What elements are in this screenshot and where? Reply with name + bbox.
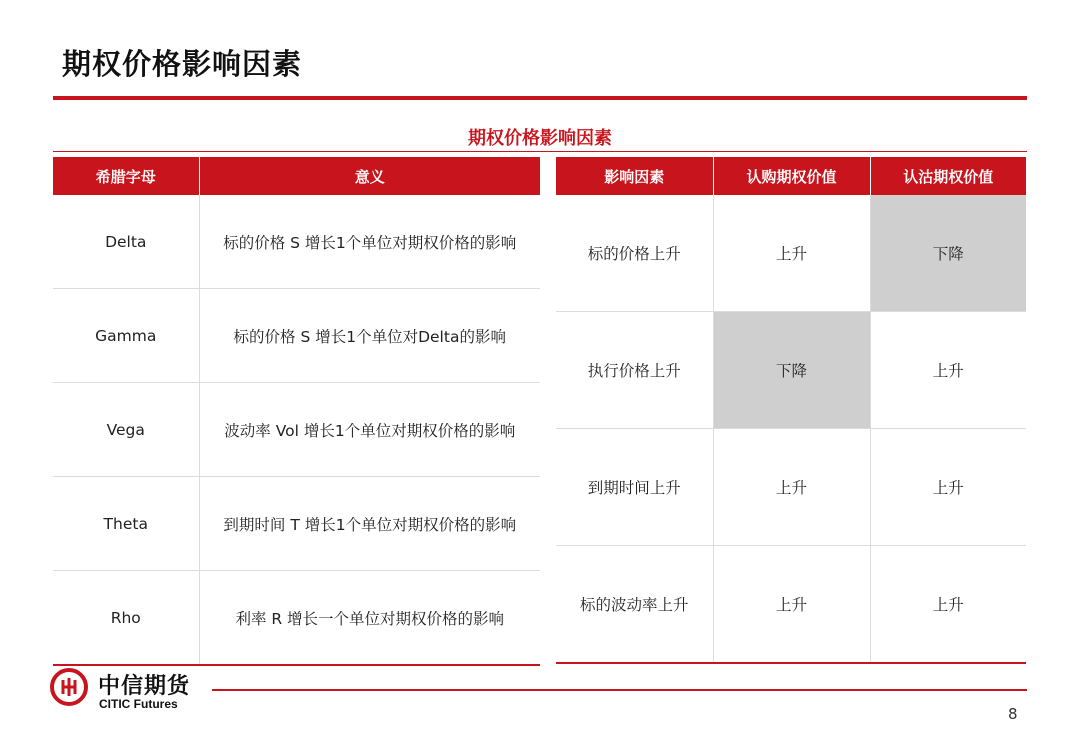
greek-meaning-cell: 到期时间 T 增长1个单位对期权价格的影响 [199, 477, 540, 571]
put-value-cell-highlighted: 下降 [870, 195, 1026, 312]
put-value-cell: 上升 [870, 429, 1026, 546]
greek-name-cell: Gamma [53, 289, 199, 383]
greek-name-cell: Vega [53, 383, 199, 477]
put-value-cell: 上升 [870, 546, 1026, 664]
factor-header-factor: 影响因素 [556, 157, 713, 195]
table-caption: 期权价格影响因素 [468, 128, 612, 149]
title-divider [53, 96, 1027, 100]
factor-cell: 标的价格上升 [556, 195, 713, 312]
greek-meaning-cell: 标的价格 S 增长1个单位对Delta的影响 [199, 289, 540, 383]
factor-cell: 标的波动率上升 [556, 546, 713, 664]
page-number: 8 [1008, 705, 1018, 723]
table-row [53, 571, 540, 666]
greek-name-cell: Theta [53, 477, 199, 571]
greek-name-cell: Rho [53, 571, 199, 666]
greek-table-header-row [53, 157, 540, 195]
table-row [53, 195, 540, 289]
table-row [53, 383, 540, 477]
factor-header-put: 认沽期权价值 [870, 157, 1026, 195]
citic-logo-icon [50, 668, 88, 706]
logo-name-cn: 中信期货 [98, 673, 191, 699]
factor-table-header-row [556, 157, 1026, 195]
call-value-cell: 上升 [713, 429, 870, 546]
table-row [556, 195, 1026, 312]
factor-cell: 执行价格上升 [556, 312, 713, 429]
table-row [556, 429, 1026, 546]
greek-header-meaning: 意义 [199, 157, 540, 195]
table-row [53, 477, 540, 571]
call-value-cell: 上升 [713, 195, 870, 312]
table-row [53, 289, 540, 383]
call-value-cell-highlighted: 下降 [713, 312, 870, 429]
greek-letters-table [53, 157, 540, 666]
table-row [556, 312, 1026, 429]
table-row [556, 546, 1026, 664]
factor-cell: 到期时间上升 [556, 429, 713, 546]
put-value-cell: 上升 [870, 312, 1026, 429]
factor-header-call: 认购期权价值 [713, 157, 870, 195]
logo-name-en: CITIC Futures [99, 697, 178, 711]
greek-name-cell: Delta [53, 195, 199, 289]
caption-divider [53, 151, 1027, 152]
greek-header-letter: 希腊字母 [53, 157, 199, 195]
company-logo [50, 668, 210, 714]
greek-meaning-cell: 利率 R 增长一个单位对期权价格的影响 [199, 571, 540, 666]
page-title: 期权价格影响因素 [62, 47, 303, 81]
greek-meaning-cell: 波动率 Vol 增长1个单位对期权价格的影响 [199, 383, 540, 477]
greek-meaning-cell: 标的价格 S 增长1个单位对期权价格的影响 [199, 195, 540, 289]
call-value-cell: 上升 [713, 546, 870, 664]
footer-divider [212, 689, 1027, 691]
price-factor-table [556, 157, 1026, 664]
